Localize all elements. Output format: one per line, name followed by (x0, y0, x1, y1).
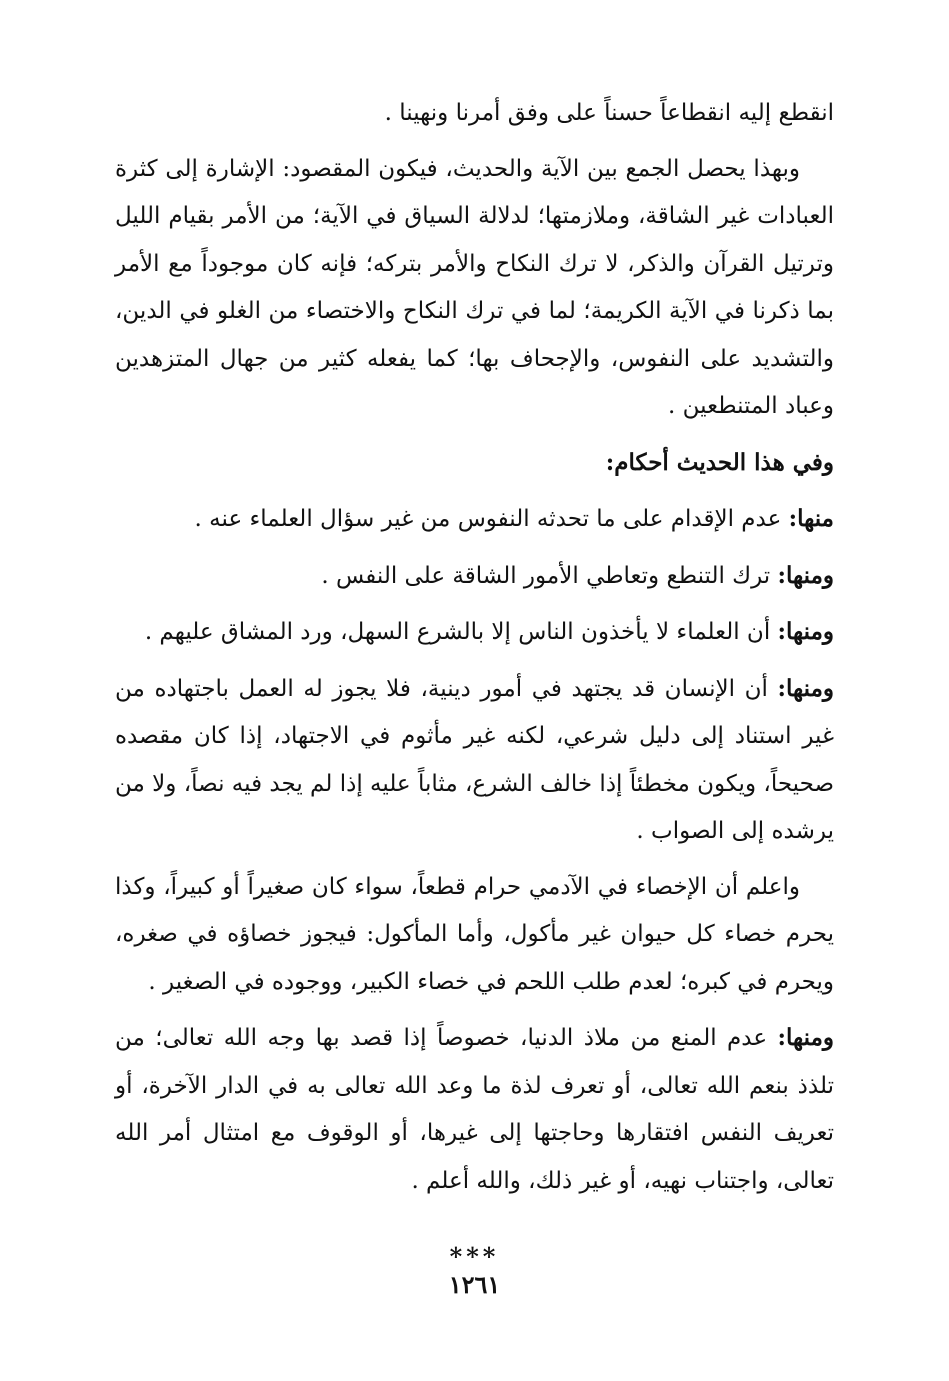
ruling-3-lead: ومنها: (777, 618, 834, 645)
section-separator: *** (449, 1242, 500, 1271)
ruling-5 (115, 1014, 834, 1205)
body-text (115, 90, 834, 1281)
rulings-heading-text: وفي هذا الحديث أحكام: (605, 448, 834, 476)
ruling-3 (115, 608, 834, 657)
ruling-2-text: ترك التنطع وتعاطي الأمور الشاقة على النفس . (321, 562, 771, 589)
paragraph-1-text: انقطع إليه انقطاعاً حسناً على وفق أمرنا ونهينا . (384, 100, 834, 126)
ruling-4 (115, 665, 834, 856)
paragraph-castration (115, 864, 834, 1007)
paragraph-2-text: وبهذا يحصل الجمع بين الآية والحديث، فيكون المقصود: الإشارة إلى كثرة العبادات غير الشاقة، وملازمتها؛ لدلالة السياق في الآية؛ من الأمر بقيام الليل وترتيل القرآن والذكر، لا ترك النكاح والأمر بتركه؛ فإنه كان موجوداً مع الأمر بما ذكرنا في الآية الكريمة؛ لما في ترك النكاح والاختصاء من الغلو في الدين، والتشديد على النفوس، والإجحاف بها؛ كما يفعله كثير من جهال المتزهدين وعباد المتنطعين . (115, 155, 834, 419)
ruling-3-text: أن العلماء لا يأخذون الناس إلا بالشرع السهل، ورد المشاق عليهم . (144, 619, 771, 645)
paragraph-1 (115, 90, 834, 138)
ruling-2-lead: ومنها: (777, 561, 834, 589)
ruling-5-lead: ومنها: (777, 1024, 835, 1051)
paragraph-2 (115, 146, 834, 431)
ruling-4-text: أن الإنسان قد يجتهد في أمور دينية، فلا يجوز له العمل باجتهاده من غير استناد إلى دليل شرعي، لكنه غير مأثوم في الاجتهاد، إذا كان مقصده صحيحاً، ويكون مخطئاً إذا خالف الشرع، مثاباً عليه إذا لم يجد فيه نصاً، ولا من يرشده إلى الصواب . (115, 675, 834, 844)
ruling-2 (115, 552, 834, 601)
paragraph-castration-text: واعلم أن الإخصاء في الآدمي حرام قطعاً، سواء كان صغيراً أو كبيراً، وكذا يحرم خصاء كل حيوان غير مأكول، وأما المأكول: فيجوز خصاؤه في صغره، ويحرم في كبره؛ لعدم طلب اللحم في خصاء الكبير، ووجوده في الصغير . (115, 873, 834, 995)
ruling-5-text: عدم المنع من ملاذ الدنيا، خصوصاً إذا قصد بها وجه الله تعالى؛ من تلذذ بنعم الله تعالى، أو تعرف لذة ما وعد الله تعالى به في الدار الآخرة، أو تعريف النفس افتقارها وحاجتها إلى غيرها، أو الوقوف مع امتثال أمر الله تعالى، واجتناب نهيه، أو غير ذلك، والله أعلم . (115, 1025, 834, 1194)
ruling-1 (115, 495, 834, 544)
ruling-4-lead: ومنها: (777, 674, 834, 702)
ruling-1-text: عدم الإقدام على ما تحدثه النفوس من غير سؤال العلماء عنه . (194, 506, 782, 532)
page-number: ١٢٦١ (448, 1270, 501, 1299)
ruling-1-lead: منها: (788, 505, 834, 532)
rulings-heading (115, 439, 834, 488)
